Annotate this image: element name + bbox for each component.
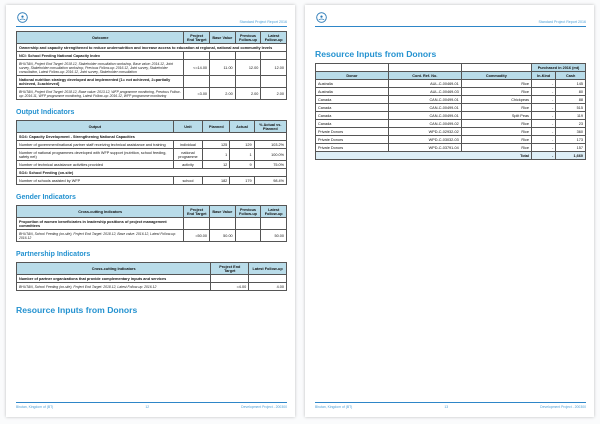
table-cell: Proportion of women beneficiaries in leadership positions of project management committees [17, 218, 184, 230]
table-cell: - [531, 96, 555, 104]
table-cell: Canada [316, 120, 389, 128]
table-row [316, 96, 586, 104]
table-row [17, 149, 287, 161]
page-footer [315, 402, 586, 409]
table-cell: 1,660 [556, 152, 586, 160]
column-header: Donor [316, 72, 389, 80]
table-cell: individual [173, 141, 203, 149]
table-cell: Number of partner organizations that provide complementary inputs and services [17, 275, 211, 283]
table-row [316, 120, 586, 128]
table-cell: Private Donors [316, 128, 389, 136]
table-row [316, 80, 586, 88]
table-cell: 1 [203, 149, 230, 161]
table-cell: - [531, 88, 555, 96]
gender-table-header [17, 206, 287, 218]
partnership-table-header [17, 263, 287, 275]
table-cell: SO4: Capacity Development - Strengthening National Capacities [17, 133, 287, 141]
column-header: Previous Follow-up [235, 206, 261, 218]
gender-indicators-heading: Gender Indicators [16, 194, 76, 201]
table-cell [235, 76, 261, 88]
column-header: Latest Follow-up [249, 263, 287, 275]
table-cell [184, 52, 210, 60]
outcome-table-header [17, 32, 287, 44]
table-cell [261, 52, 287, 60]
table-cell [249, 275, 287, 283]
table-row [316, 88, 586, 96]
partnership-indicators-heading: Partnership Indicators [16, 251, 91, 258]
column-header: Previous Follow-up [235, 32, 261, 44]
resource-inputs-heading: Resource Inputs from Donors [315, 49, 437, 59]
column-header: Latest Follow-up [261, 32, 287, 44]
table-cell: 50.00 [210, 230, 236, 242]
table-cell: - [531, 80, 555, 88]
table-cell: AUL-C-00469-03 [388, 88, 461, 96]
footer-country: Bhutan, Kingdom of (BT) [16, 405, 54, 409]
column-header: Project End Target [211, 263, 249, 275]
wfp-logo-icon [316, 10, 327, 28]
table-cell: Canada [316, 96, 389, 104]
table-cell: Chickpeas [461, 96, 531, 104]
table-row [316, 136, 586, 144]
table-row [17, 275, 287, 283]
outcome-table [16, 31, 287, 100]
table-cell: 125 [203, 141, 230, 149]
partnership-indicators-table [16, 262, 287, 291]
table-cell: 157 [556, 144, 586, 152]
table-cell: 23 [556, 120, 586, 128]
table-cell: 9 [230, 161, 254, 169]
column-header: In-Kind [531, 72, 555, 80]
table-cell: Private Donors [316, 144, 389, 152]
table-cell: 88 [556, 96, 586, 104]
output-indicators-table [16, 120, 287, 185]
table-cell: BHUTAN, School Feeding (on-site), Project End Target: 2018.12, Base value: 2016.12, Latest Follow-up: 2016.12 [17, 230, 184, 242]
table-row [316, 128, 586, 136]
table-cell: CAN-C-00499-01 [388, 96, 461, 104]
table-cell: 182 [203, 177, 230, 185]
table-cell: 4.00 [249, 283, 287, 291]
table-cell: 12 [203, 161, 230, 169]
footer-project: Development Project - 200300 [241, 405, 287, 409]
table-cell: SO4: School Feeding (on-site) [17, 169, 287, 177]
table-row [17, 52, 287, 60]
table-row [17, 161, 287, 169]
table-cell [211, 275, 249, 283]
table-cell: Private Donors [316, 136, 389, 144]
report-title: Standard Project Report 2016 [239, 20, 287, 24]
blank-header-cell [461, 64, 531, 72]
table-cell: 119 [556, 112, 586, 120]
table-cell: 2.00 [210, 88, 236, 100]
blank-header-cell [388, 64, 461, 72]
table-row [17, 76, 287, 88]
table-cell: WPD-C-03791-04 [388, 144, 461, 152]
table-row [316, 144, 586, 152]
table-cell: - [531, 112, 555, 120]
table-cell: WPD-C-03032-03 [388, 136, 461, 144]
table-row [17, 141, 287, 149]
table-cell: Australia [316, 80, 389, 88]
column-header: Cash [556, 72, 586, 80]
table-cell: Rice [461, 80, 531, 88]
table-cell: BHUTAN, School Feeding (on-site), Project End Target: 2018.12, Latest Follow-up: 2016.12 [17, 283, 211, 291]
column-header: Base Value [210, 32, 236, 44]
table-cell: - [531, 152, 555, 160]
table-cell: Australia [316, 88, 389, 96]
column-header: Planned [203, 121, 230, 133]
column-header: Project End Target [184, 206, 210, 218]
table-cell: <=14.00 [184, 60, 210, 76]
column-header: Output [17, 121, 174, 133]
group-header: Purchased in 2016 (mt) [531, 64, 585, 72]
table-cell: - [531, 136, 555, 144]
table-cell: Ownership and capacity strengthened to reduce undernutrition and increase access to education at regional, national and community levels [17, 44, 287, 52]
table-cell: 103.2% [254, 141, 286, 149]
table-cell: 100.0% [254, 149, 286, 161]
table-row [316, 112, 586, 120]
table-cell: 145 [556, 80, 586, 88]
table-row [17, 88, 287, 100]
table-cell: 2.00 [261, 88, 287, 100]
gender-indicators-table [16, 205, 287, 242]
table-cell: Number of schools assisted by WFP [17, 177, 174, 185]
table-cell: Rice [461, 144, 531, 152]
table-row [316, 104, 586, 112]
column-header: Latest Follow-up [261, 206, 287, 218]
table-cell: 12.00 [235, 60, 261, 76]
table-cell: BHUTAN, Project End Target: 2018.12, Base value: 2013.12, WFP programme monitoring, Previous Follow-up: 2016.11, WFP programme monitoring, Latest Follow-up: 2016.12, WFP programme monitoring [17, 88, 184, 100]
table-cell: 75.0% [254, 161, 286, 169]
table-cell [210, 76, 236, 88]
table-cell: 11.00 [210, 60, 236, 76]
table-cell: NCI: School Feeding National Capacity Index [17, 52, 184, 60]
table-cell: CAN-C-00499-01 [388, 104, 461, 112]
column-header: % Actual vs. Planned [254, 121, 286, 133]
column-header: Commodity [461, 72, 531, 80]
table-cell: 2.00 [235, 88, 261, 100]
table-cell: CAN-C-00499-02 [388, 120, 461, 128]
column-header: Base Value [210, 206, 236, 218]
column-header: Actual [230, 121, 254, 133]
report-title: Standard Project Report 2016 [538, 20, 586, 24]
table-cell: CAN-C-00499-01 [388, 112, 461, 120]
table-cell: activity [173, 161, 203, 169]
table-cell: school [173, 177, 203, 185]
page-header [16, 9, 287, 27]
wfp-logo-icon [17, 10, 28, 28]
page-left [6, 5, 295, 417]
table-cell [235, 230, 261, 242]
table-cell: 173 [556, 136, 586, 144]
table-cell [184, 76, 210, 88]
table-row [17, 230, 287, 242]
table-cell: 179 [230, 177, 254, 185]
column-header: Project End Target [184, 32, 210, 44]
output-table-header [17, 121, 287, 133]
resource-inputs-heading: Resource Inputs from Donors [16, 305, 138, 315]
table-cell: BHUTAN, Project End Target: 2018.12, Stakeholder consultation workshop, Base value: 2014.12, Joint survey, Stakeholder consultation workshop, Previous Follow-up: 2016.12, Joint survey, Stakeholder consultation, Latest Follow-up: 2016.12, Joint survey, Stakeholder consultation [17, 60, 184, 76]
column-header: Cross-cutting Indicators [17, 206, 184, 218]
table-cell: Number of national programmes developed with WFP support (nutrition, school feeding, safety net) [17, 149, 174, 161]
table-cell: Split Peas [461, 112, 531, 120]
column-header: Unit [173, 121, 203, 133]
table-cell: AUL-C-00469-01 [388, 80, 461, 88]
table-cell: Rice [461, 88, 531, 96]
output-indicators-heading: Output Indicators [16, 109, 75, 116]
table-cell [210, 218, 236, 230]
table-cell: Rice [461, 120, 531, 128]
table-cell: - [531, 144, 555, 152]
table-cell: Canada [316, 104, 389, 112]
table-cell: national programme [173, 149, 203, 161]
table-cell: 129 [230, 141, 254, 149]
table-cell: 50.00 [261, 230, 287, 242]
table-cell [184, 218, 210, 230]
table-cell [261, 76, 287, 88]
table-cell: 360 [556, 128, 586, 136]
table-row [17, 177, 287, 185]
table-cell: WPD-C-02932-02 [388, 128, 461, 136]
page-header [315, 9, 586, 27]
table-cell: - [531, 128, 555, 136]
table-cell: 1 [230, 149, 254, 161]
table-row [17, 44, 287, 52]
table-cell: National nutrition strategy developed and implemented [1= not achieved, 2=partially achieved, 3=achieved] [17, 76, 184, 88]
table-cell [235, 218, 261, 230]
table-cell: Total [316, 152, 532, 160]
table-cell: =50.00 [184, 230, 210, 242]
footer-page-number: 13 [444, 405, 449, 409]
column-header: Cross-cutting Indicators [17, 263, 211, 275]
table-cell [210, 52, 236, 60]
table-cell: 80 [556, 88, 586, 96]
table-row [17, 169, 287, 177]
table-cell: =4.00 [211, 283, 249, 291]
footer-country: Bhutan, Kingdom of (BT) [315, 405, 353, 409]
blank-header-cell [316, 64, 389, 72]
table-cell: Rice [461, 128, 531, 136]
table-cell: - [531, 104, 555, 112]
table-cell: 515 [556, 104, 586, 112]
table-cell: - [531, 120, 555, 128]
table-row [316, 152, 586, 160]
table-cell: Canada [316, 112, 389, 120]
column-header: Outcome [17, 32, 184, 44]
table-cell: Rice [461, 104, 531, 112]
table-cell [235, 52, 261, 60]
table-cell: Rice [461, 136, 531, 144]
donor-table-header [316, 64, 586, 80]
page-right [305, 5, 594, 417]
table-cell [261, 218, 287, 230]
table-cell: =3.00 [184, 88, 210, 100]
table-cell: 12.00 [261, 60, 287, 76]
donor-inputs-table [315, 63, 586, 160]
page-footer [16, 402, 287, 409]
footer-project: Development Project - 200300 [540, 405, 586, 409]
table-row [17, 133, 287, 141]
footer-page-number: 12 [145, 405, 150, 409]
table-row [17, 60, 287, 76]
column-header: Cont. Ref. No. [388, 72, 461, 80]
table-row [17, 283, 287, 291]
table-cell: Number of government/national partner staff receiving technical assistance and training [17, 141, 174, 149]
table-cell: 98.4% [254, 177, 286, 185]
table-cell: Number of technical assistance activities provided [17, 161, 174, 169]
table-row [17, 218, 287, 230]
